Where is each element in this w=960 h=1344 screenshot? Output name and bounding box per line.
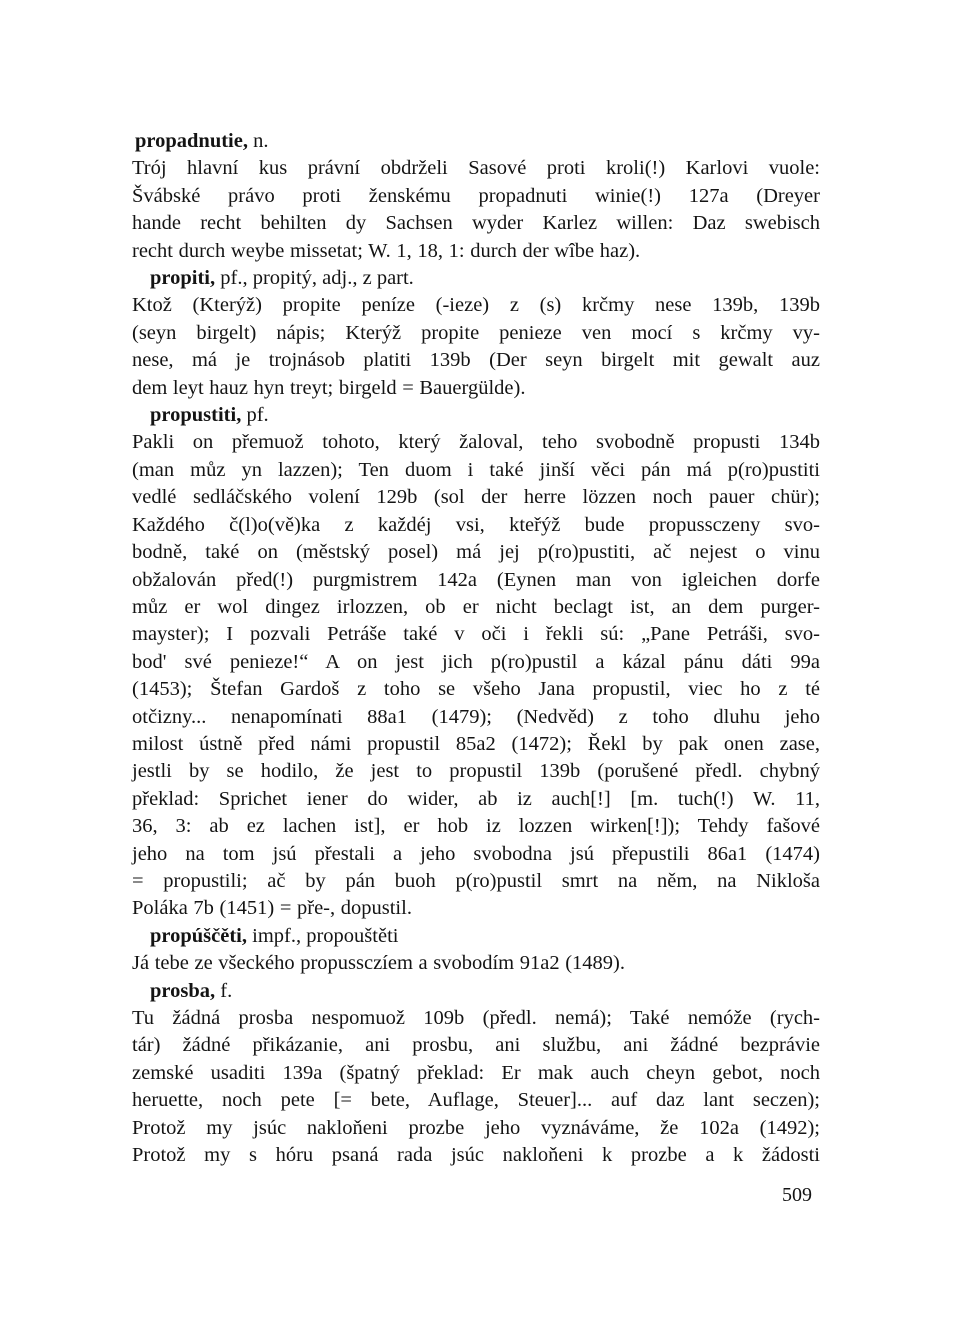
text-line: recht durch weybe missetat; W. 1, 18, 1: durch der wîbe haz). <box>132 239 641 262</box>
text-line: bodně, také on (městský posel) má jej p(ro)pustiti, ač nejest o vinu <box>132 541 820 564</box>
text-line: Protož my jsúc nakloňeni prozbe jeho vyznáváme, že 102a (1492); <box>132 1116 820 1139</box>
text-line: Poláka 7b (1451) = pře-, dopustil. <box>132 897 412 920</box>
text-line: Protož my s hóru psaná rada jsúc nakloňeni k prozbe a k žádosti <box>132 1144 820 1167</box>
text-line: (1453); Štefan Gardoš z toho se všeho Jana propustil, viec ho z té <box>132 678 820 701</box>
headword: propiti, pf., propitý, adj., z part. <box>150 267 414 290</box>
headword: propustiti, pf. <box>150 404 269 427</box>
text-line: Pakli on přemuož tohoto, který žaloval, teho svobodně propusti 134b <box>132 431 820 454</box>
text-line: Trój hlavní kus právní obdrželi Sasové proti kroli(!) Karlovi vuole: <box>132 157 820 180</box>
page-number: 509 <box>782 1184 812 1206</box>
text-line: heruette, noch pete [= bete, Auflage, Steuer]... auf daz lant seczen); <box>132 1089 820 1112</box>
text-line: 36, 3: ab ez lachen ist], er hob iz lozzen wirken[!]); Tehdy fašové <box>132 815 820 838</box>
text-line: jestli by se hodilo, že jest to propustil 139b (porušené předl. chybný <box>132 760 820 783</box>
text-line: obžalován před(!) purgmistrem 142a (Eynen man von igleichen dorfe <box>132 568 820 591</box>
entry-propadnutie <box>132 128 820 265</box>
text-line: = propustili; ač by pán buoh p(ro)pustil smrt na něm, na Nikloša <box>132 869 820 892</box>
text-line: nese, má je trojnásob platiti 139b (Der seyn birgelt mit gewalt auz <box>132 349 820 372</box>
headword: prosba, f. <box>150 979 233 1002</box>
text-line: zemské usaditi 139a (špatný překlad: Er mak auch cheyn gebot, noch <box>132 1061 820 1084</box>
text-line: mayster); I pozvali Petráše také v oči i řekli sú: „Pane Petráši, svo- <box>132 623 820 646</box>
entry-prosba <box>132 978 820 1170</box>
headword: propúščěti, impf., propouštěti <box>150 924 399 947</box>
entry-propusceti <box>132 923 820 978</box>
text-line: Tu žádná prosba nespomuož 109b (předl. nemá); Také nemóže (rych- <box>132 1007 820 1029</box>
text-line: milost ústně před námi propustil 85a2 (1472); Řekl by pak onen zase, <box>132 732 820 755</box>
headword: propadnutie, n. <box>135 130 269 152</box>
text-line: můz er wol dingez irlozzen, ob er nicht beclagt ist, an dem purger- <box>132 595 820 618</box>
text-line: (man můz yn lazzen); Ten duom i také jinší věci pán má p(ro)pustiti <box>132 458 820 481</box>
entry-propiti <box>132 265 820 402</box>
text-line: Každého č(l)o(vě)ka z každéj vsi, kteřýž bude propussczeny svo- <box>132 513 820 536</box>
text-line: Já tebe ze všeckého propussczíem a svobodím 91a2 (1489). <box>132 952 626 975</box>
text-line: dem leyt hauz hyn treyt; birgeld = Bauergülde). <box>132 376 526 399</box>
text-line: hande recht behilten dy Sachsen wyder Karlez willen: Daz swebisch <box>132 212 820 235</box>
entry-propustiti <box>132 402 820 923</box>
text-line: Ktož (Kterýž) propite peníze (-ieze) z (s) krčmy nese 139b, 139b <box>132 294 820 317</box>
text-line: bod' své penieze!“ A on jest jich p(ro)pustil a kázal pánu dáti 99a <box>132 650 820 673</box>
text-line: jeho na tom jsú přestali a jeho svobodna jsú přepustili 86a1 (1474) <box>132 842 820 865</box>
text-line: Švábské právo proti ženskému propadnuti winie(!) 127a (Dreyer <box>132 184 820 207</box>
text-line: otčizny... nenapomínati 88a1 (1479); (Nedvěd) z toho dluhu jeho <box>132 705 820 728</box>
text-line: tár) žádné přikázanie, ani prosbu, ani službu, ani žádné bezprávie <box>132 1034 820 1057</box>
text-line: vedlé sedláčského volení 129b (sol der herre lözzen noch pauer chür); <box>132 486 820 509</box>
text-line: překlad: Sprichet iener do wider, ab iz auch[!] [m. tuch(!) W. 11, <box>132 787 820 810</box>
dictionary-page <box>132 128 820 1169</box>
text-line: (seyn birgelt) nápis; Kterýž propite penieze ven mocí s krčmy vy- <box>132 321 820 344</box>
